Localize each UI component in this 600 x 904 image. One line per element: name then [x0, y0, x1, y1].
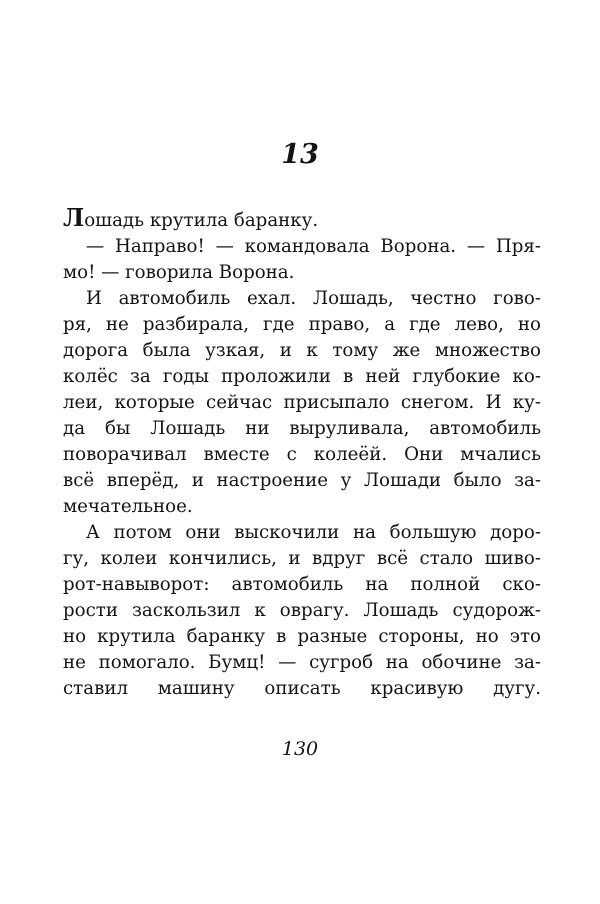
text-line: дорога была узкая, и к тому же множество [63, 340, 541, 361]
text-line: — Направо! — командовала Ворона. — Пря- [86, 236, 541, 257]
page-number: 130 [281, 738, 319, 760]
text-line-content: ошадь крутила баранку. [84, 210, 319, 231]
text-line: леи, которые сейчас присыпало снегом. И ку- [63, 392, 541, 413]
text-line: ря, не разбирала, где право, а где лево, но [63, 314, 541, 335]
chapter-text [63, 203, 541, 702]
drop-cap: Л [63, 203, 85, 232]
text-line: рот-навыворот: автомобиль на полной ско- [63, 574, 541, 595]
text-line: не помогало. Бумц! — сугроб на обочине за- [63, 652, 541, 673]
text-line: мечательное. [63, 496, 193, 517]
text-line: всё вперёд, и настроение у Лошади было за- [63, 470, 541, 491]
text-line: рости заскользил к оврагу. Лошадь судорож- [63, 600, 541, 621]
text-line: И автомобиль ехал. Лошадь, честно гово- [86, 288, 541, 309]
chapter-number: 13 [281, 139, 319, 170]
text-line: ставил машину описать красивую дугу. [63, 678, 541, 699]
text-line: да бы Лошадь ни выруливала, автомобиль [63, 418, 541, 439]
text-line: колёс за годы проложили в ней глубокие ко- [63, 366, 541, 387]
text-line-first [63, 203, 541, 234]
text-line: А потом они выскочили на большую доро- [86, 522, 541, 543]
text-line: поворачивал вместе с колеёй. Они мчались [63, 444, 541, 465]
text-line: мо! — говорила Ворона. [63, 262, 295, 283]
text-line: но крутила баранку в разные стороны, но это [63, 626, 541, 647]
text-line: гу, колеи кончились, и вдруг всё стало шиво- [63, 548, 541, 569]
